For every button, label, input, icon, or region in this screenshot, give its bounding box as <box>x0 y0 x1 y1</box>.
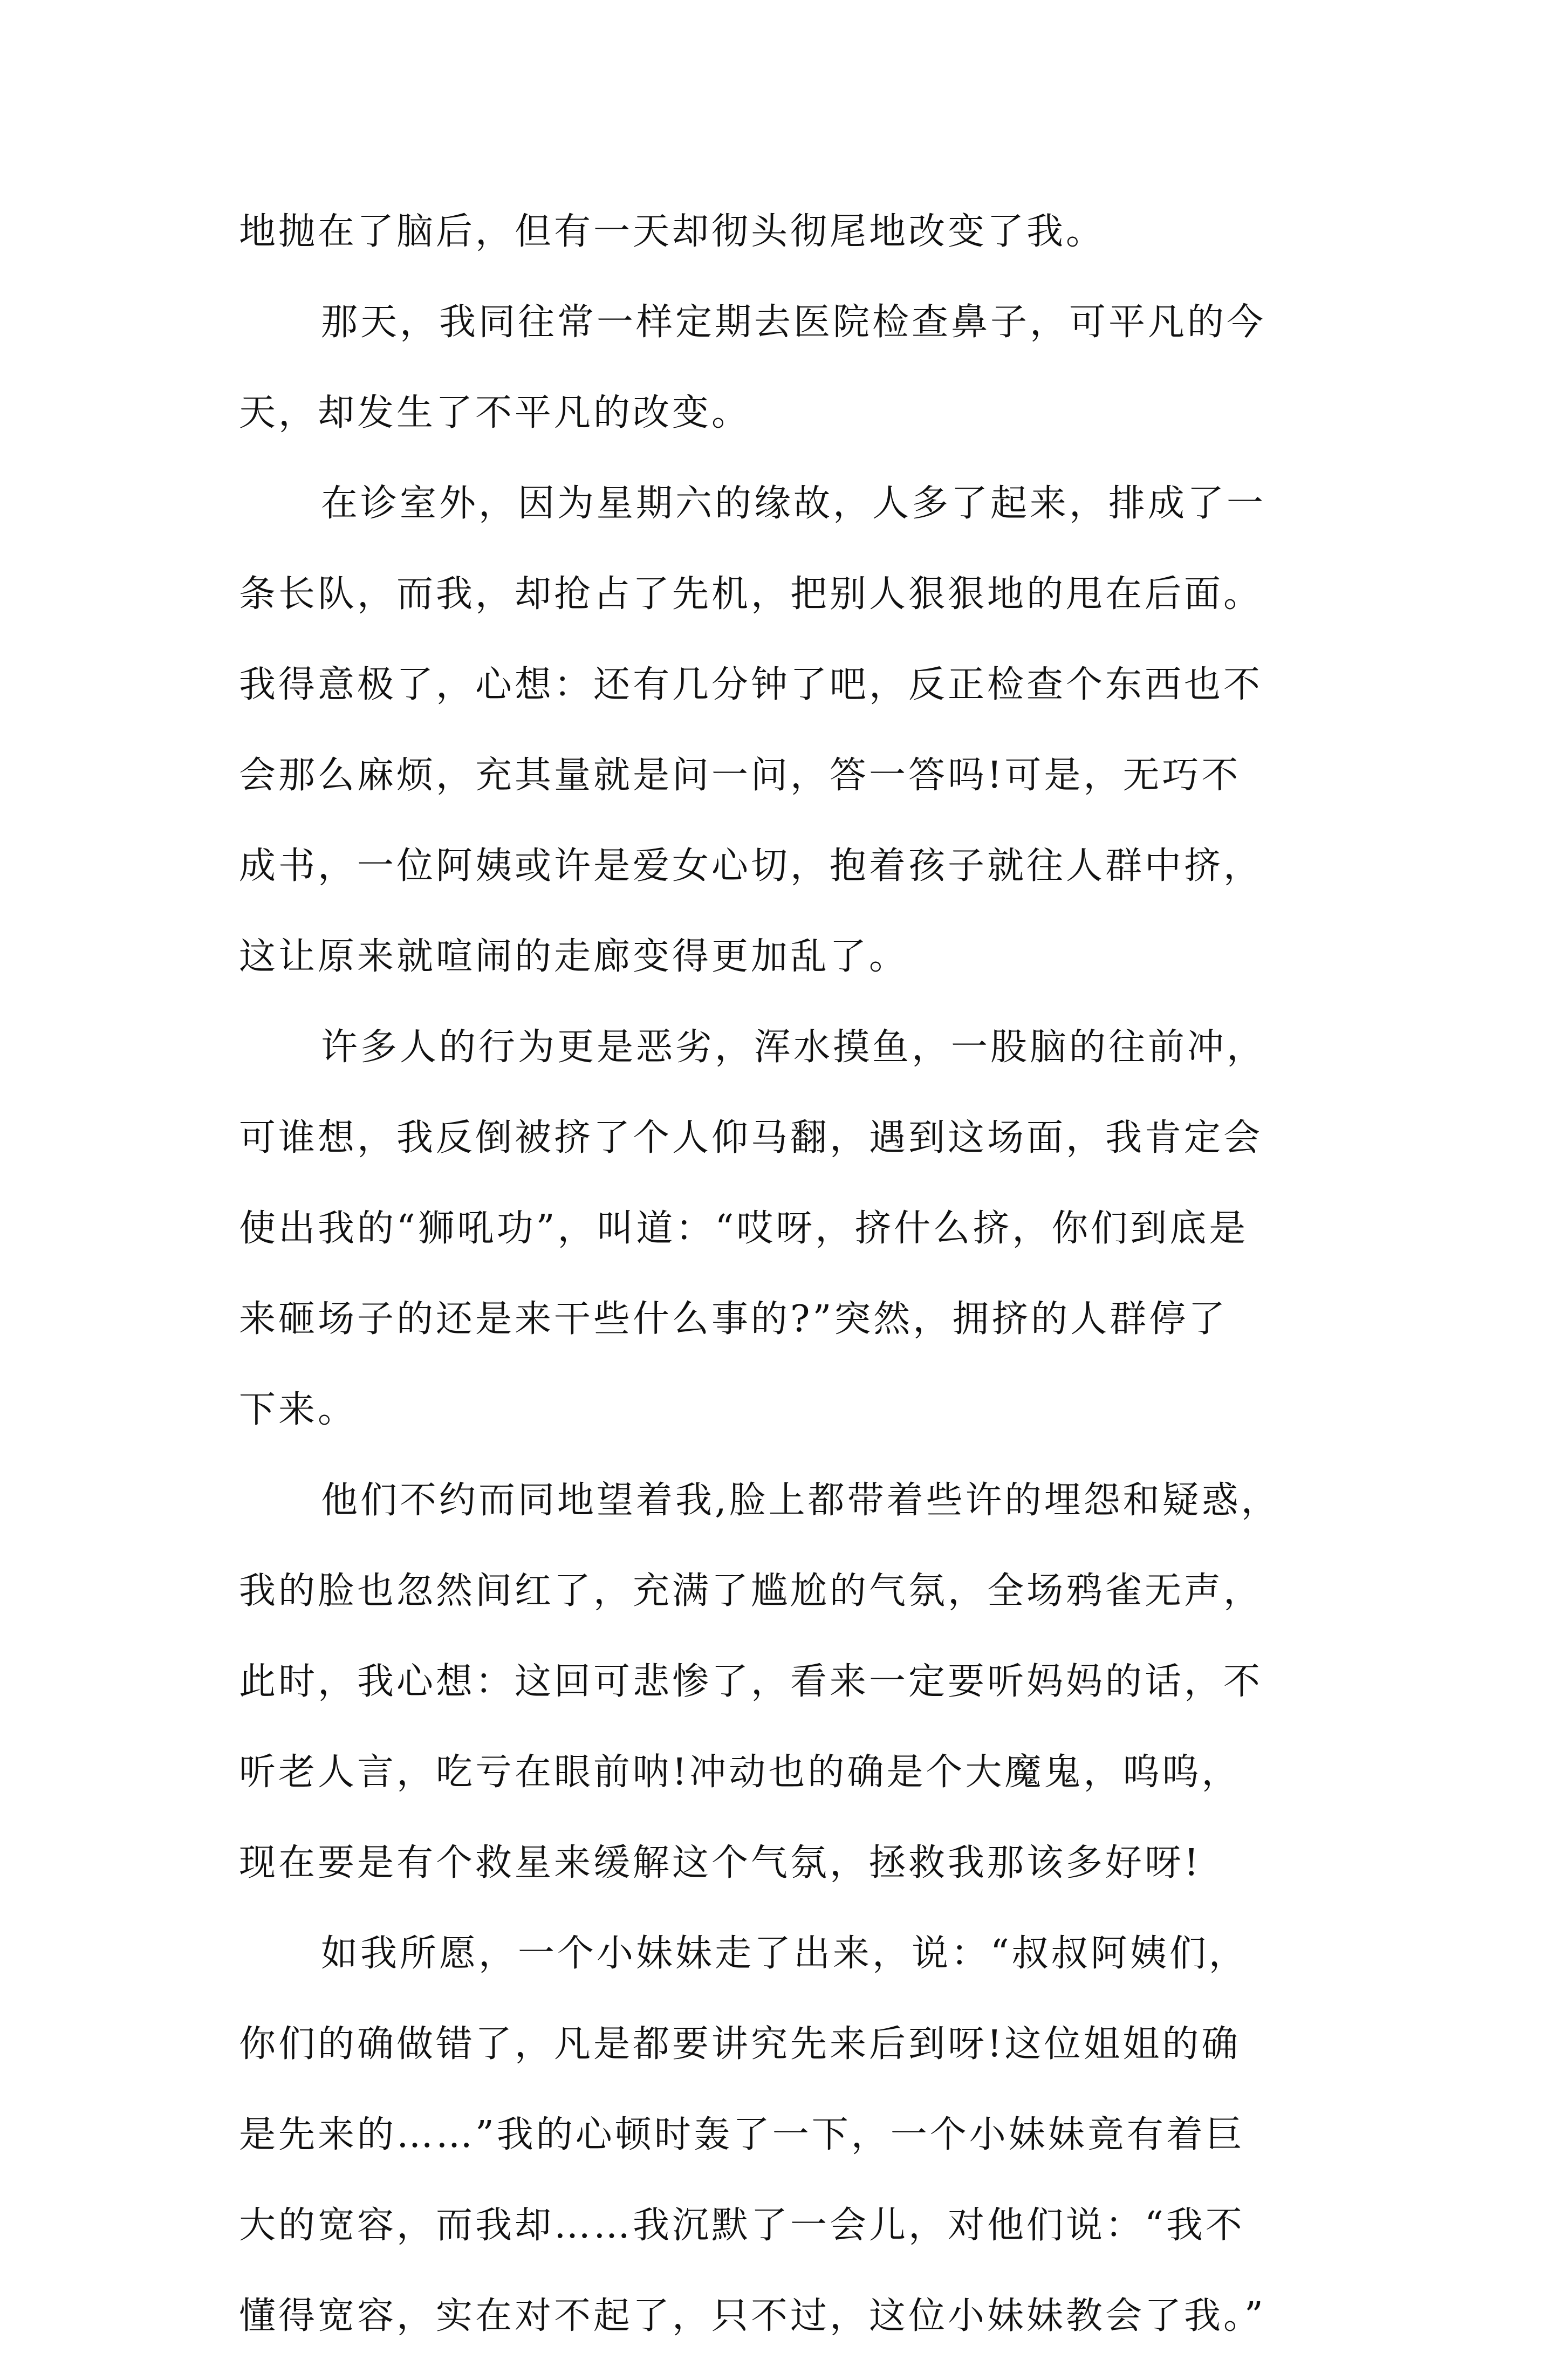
paragraph-start-line: 许多人的行为更是恶劣，浑水摸鱼，一股脑的往前冲， <box>321 1026 1266 1069</box>
text-line-13: 来砸场子的还是来干些什么事的?”突然，拥挤的人群停了 <box>239 1298 1228 1341</box>
text-line-23: 大的宽容，而我却……我沉默了一会儿，对他们说：“我不 <box>239 2204 1245 2247</box>
text-line-7: 会那么麻烦，充其量就是问一问，答一答吗!可是，无巧不 <box>239 754 1241 797</box>
paragraph-start-line: 在诊室外，因为星期六的缘故，人多了起来，排成了一 <box>321 482 1266 525</box>
essay-body <box>239 205 1339 2380</box>
text-line-9: 这让原来就喧闹的走廊变得更加乱了。 <box>239 935 909 978</box>
text-line-24: 懂得宽容，实在对不起了，只不过，这位小妹妹教会了我。” <box>239 2295 1266 2337</box>
text-line-18: 听老人言，吃亏在眼前呐!冲动也的确是个大魔鬼，呜呜， <box>239 1751 1241 1794</box>
text-line-1: 地抛在了脑后，但有一天却彻头彻尾地改变了我。 <box>239 210 1106 253</box>
paragraph-start-line: 如我所愿，一个小妹妹走了出来，说：“叔叔阿姨们， <box>321 1932 1248 1975</box>
paragraph-start-line: 他们不约而同地望着我,脸上都带着些许的埋怨和疑惑， <box>321 1479 1281 1522</box>
text-line-14: 下来。 <box>239 1389 358 1431</box>
text-line-11: 可谁想，我反倒被挤了个人仰马翻，遇到这场面，我肯定会 <box>239 1117 1263 1159</box>
text-line-17: 此时，我心想：这回可悲惨了，看来一定要听妈妈的话，不 <box>239 1660 1263 1703</box>
text-line-21: 你们的确做错了，凡是都要讲究先来后到呀!这位姐姐的确 <box>239 2023 1241 2066</box>
text-line-22: 是先来的……”我的心顿时轰了一下，一个小妹妹竟有着巨 <box>239 2114 1245 2156</box>
text-line-8: 成书，一位阿姨或许是爱女心切，抱着孩子就往人群中挤， <box>239 845 1263 887</box>
text-line-16: 我的脸也忽然间红了，充满了尴尬的气氛，全场鸦雀无声， <box>239 1570 1263 1612</box>
text-line-3: 天，却发生了不平凡的改变。 <box>239 392 751 434</box>
paragraph-start-line: 那天，我同往常一样定期去医院检查鼻子，可平凡的今 <box>321 301 1266 344</box>
text-line-5: 条长队，而我，却抢占了先机，把别人狠狠地的甩在后面。 <box>239 573 1263 615</box>
text-line-19: 现在要是有个救星来缓解这个气氛，拯救我那该多好呀! <box>239 1842 1202 1884</box>
text-line-12: 使出我的“狮吼功”，叫道：“哎呀，挤什么挤，你们到底是 <box>239 1207 1249 1250</box>
text-line-6: 我得意极了，心想：还有几分钟了吧，反正检查个东西也不 <box>239 664 1263 706</box>
